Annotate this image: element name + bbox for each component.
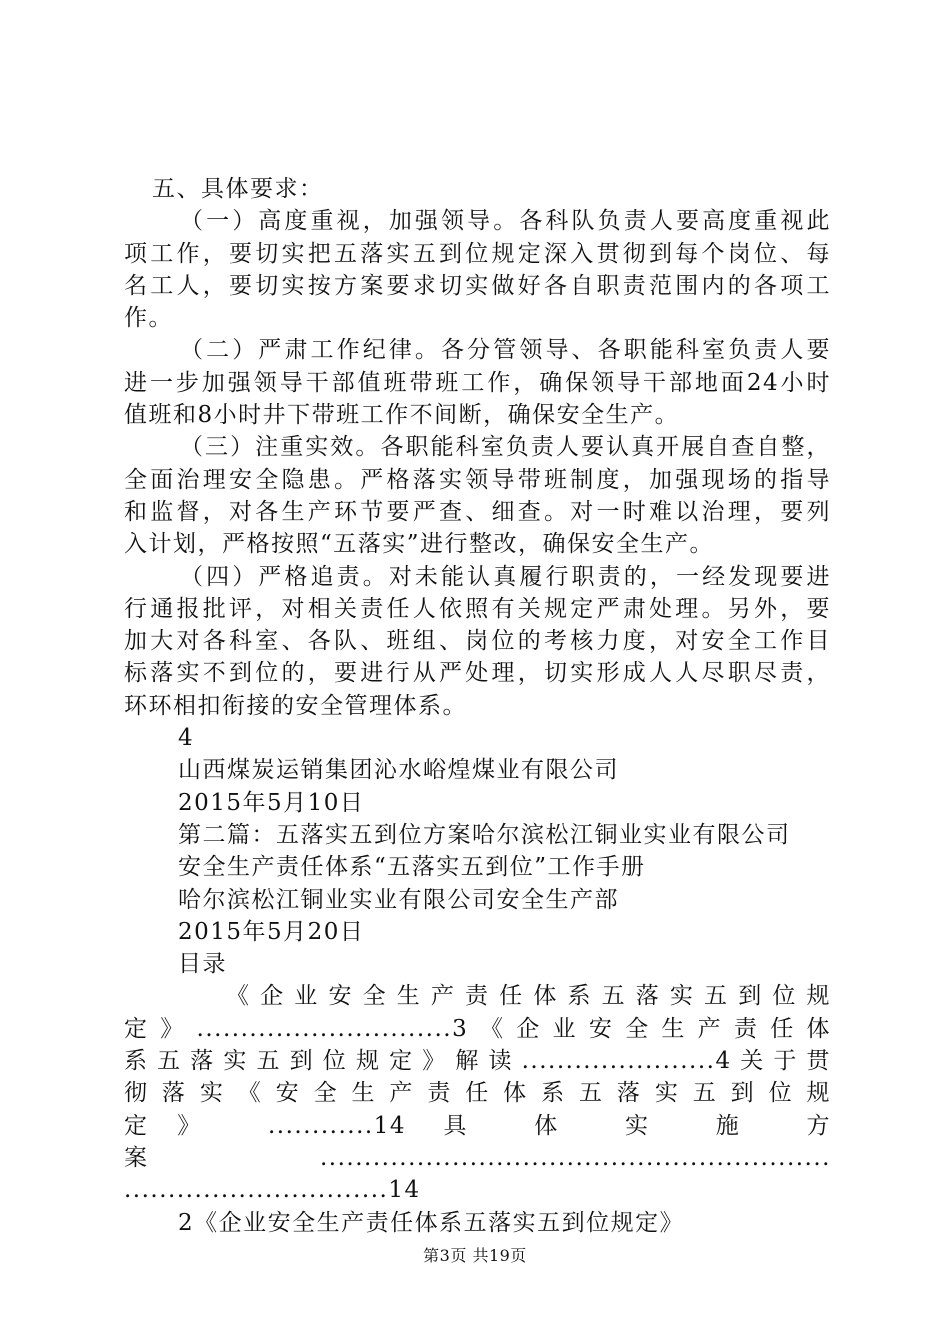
paragraph-line: 环环相扣衔接的安全管理体系。 [124, 692, 467, 719]
paragraph-line: 项工作，要切实把五落实五到位规定深入贯彻到每个岗位、每 [124, 240, 831, 267]
toc-line: 彻落实《安全生产责任体系五落实五到位规 [124, 1080, 831, 1107]
paragraph-line: 行通报批评，对相关责任人依照有关规定严肃处理。另外，要 [124, 595, 831, 622]
toc-line: 案.......................................................... [124, 1144, 831, 1171]
paragraph-line: 和监督，对各生产环节要严查、细查。对一时难以治理，要列 [124, 498, 831, 525]
paragraph-line: 加大对各科室、各队、班组、岗位的考核力度，对安全工作目 [124, 628, 831, 655]
toc-line: 系五落实五到位规定》解读......................4关于贯 [124, 1048, 831, 1075]
section-title: 2《企业安全生产责任体系五落实五到位规定》 [178, 1209, 685, 1236]
paragraph-line: （一）高度重视，加强领导。各科队负责人要高度重视此 [180, 208, 831, 235]
paragraph-line: 标落实不到位的，要进行从严处理，切实形成人人尽职尽责， [124, 660, 831, 687]
date-line: 2015年5月10日 [178, 789, 365, 816]
paragraph-line: 进一步加强领导干部值班带班工作，确保领导干部地面24小时 [124, 369, 831, 396]
toc-heading: 目录 [178, 951, 227, 978]
paragraph-line: 名工人，要切实按方案要求切实做好各自职责范围内的各项工 [124, 272, 831, 299]
paragraph-line: 值班和8小时井下带班工作不间断，确保安全生产。 [124, 402, 680, 429]
document-body [124, 173, 831, 1239]
company-name: 山西煤炭运销集团沁水峪煌煤业有限公司 [178, 757, 619, 784]
date-line: 2015年5月20日 [178, 918, 365, 945]
toc-line: 定》 ............14 具 体 实 施 方 [124, 1112, 831, 1139]
toc-line: 《企业安全生产责任体系五落实五到位规 [226, 983, 831, 1010]
paragraph-line: 作。 [124, 305, 173, 332]
paragraph-line: （三）注重实效。各职能科室负责人要认真开展自查自整， [180, 434, 831, 461]
page-number-inline: 4 [178, 725, 195, 752]
part-title: 第二篇：五落实五到位方案哈尔滨松江铜业实业有限公司 [178, 821, 791, 848]
page-footer: 第3页 共19页 [423, 1246, 527, 1265]
toc-line: ..............................14 [124, 1177, 421, 1204]
section-heading: 五、具体要求： [152, 176, 324, 202]
paragraph-line: （二）严肃工作纪律。各分管领导、各职能科室负责人要 [180, 337, 831, 364]
handbook-title: 安全生产责任体系“五落实五到位”工作手册 [178, 854, 646, 881]
paragraph-line: 全面治理安全隐患。严格落实领导带班制度，加强现场的指导 [124, 466, 831, 493]
department-name: 哈尔滨松江铜业实业有限公司安全生产部 [178, 886, 619, 913]
paragraph-line: （四）严格追责。对未能认真履行职责的，一经发现要进 [180, 563, 831, 590]
toc-line: 定》.............................3《企业安全生产责任体 [124, 1015, 831, 1042]
paragraph-line: 入计划，严格按照“五落实”进行整改，确保安全生产。 [124, 531, 715, 558]
